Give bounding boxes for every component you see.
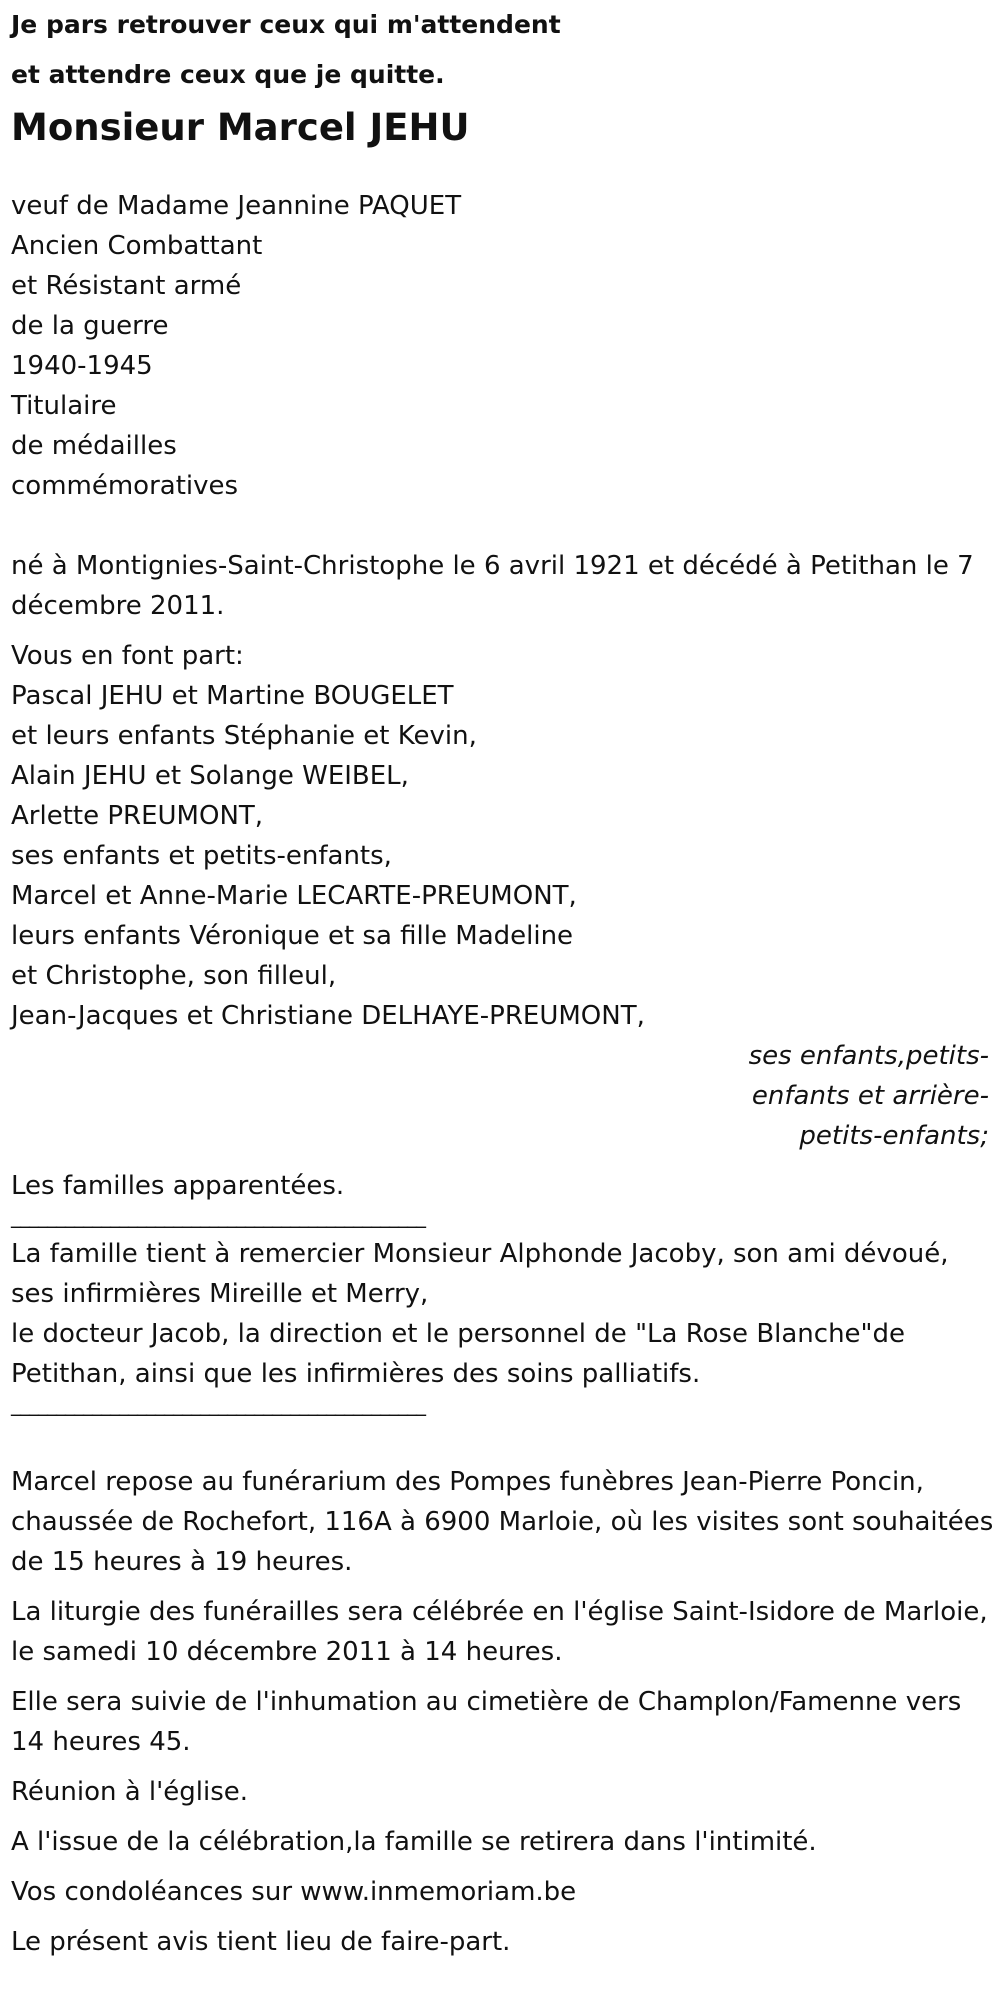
deceased-name: Monsieur Marcel JEHU (11, 106, 470, 149)
title-line: et Résistant armé (11, 271, 242, 301)
family-line: Marcel et Anne-Marie LECARTE-PREUMONT, (11, 881, 577, 911)
family-line: Arlette PREUMONT, (11, 801, 264, 831)
arrangement-paragraph: A l'issue de la célébration,la famille se retirera dans l'intimité. (11, 1827, 817, 1857)
arrangement-paragraph: Vos condoléances sur www.inmemoriam.be (11, 1877, 577, 1907)
title-line: 1940-1945 (11, 351, 153, 381)
family-line: Pascal JEHU et Martine BOUGELET (11, 681, 454, 711)
family-line: leurs enfants Véronique et sa fille Madeline (11, 921, 574, 951)
family-line: ses enfants et petits-enfants, (11, 841, 392, 871)
thanks-line: le docteur Jacob, la direction et le personnel de "La Rose Blanche"de Petithan, ainsi que les infirmières des soins palliatifs. (11, 1319, 906, 1389)
family-closing-line: ses enfants,petits- (748, 1041, 989, 1071)
family-block (11, 636, 996, 1036)
related-families: Les familles apparentées. (11, 1171, 345, 1201)
thanks-line: La famille tient à remercier Monsieur Alphonde Jacoby, son ami dévoué, (11, 1239, 949, 1269)
family-closing-line: enfants et arrière- (751, 1081, 989, 1111)
separator: ______________________________________________ (11, 1392, 425, 1416)
family-line: et leurs enfants Stéphanie et Kevin, (11, 721, 477, 751)
arrangement-paragraph: Marcel repose au funérarium des Pompes funèbres Jean-Pierre Poncin, chaussée de Rochefort, 116A à 6900 Marloie, où les visites sont souhaitées de 15 heures à 19 heures. (11, 1467, 994, 1577)
arrangements-block (11, 1462, 996, 1962)
arrangement-paragraph: Elle sera suivie de l'inhumation au cimetière de Champlon/Famenne vers 14 heures 45. (11, 1687, 962, 1757)
arrangement-paragraph: La liturgie des funérailles sera célébrée en l'église Saint-Isidore de Marloie, le samedi 10 décembre 2011 à 14 heures. (11, 1597, 988, 1667)
epigraph-line: et attendre ceux que je quitte. (11, 60, 445, 89)
birth-death: né à Montignies-Saint-Christophe le 6 avril 1921 et décédé à Petithan le 7 décembre 2011. (11, 551, 974, 621)
family-line: Alain JEHU et Solange WEIBEL, (11, 761, 409, 791)
separator: ______________________________________________ (11, 1204, 425, 1228)
titles-block (11, 186, 996, 506)
title-line: Titulaire (11, 391, 117, 421)
family-closing (1, 1036, 989, 1156)
arrangement-paragraph: Le présent avis tient lieu de faire-part. (11, 1927, 511, 1957)
family-intro: Vous en font part: (11, 641, 244, 671)
arrangement-paragraph: Réunion à l'église. (11, 1777, 249, 1807)
thanks-block (11, 1234, 996, 1394)
family-line: Jean-Jacques et Christiane DELHAYE-PREUMONT, (11, 1001, 645, 1031)
epigraph-line: Je pars retrouver ceux qui m'attendent (11, 10, 561, 39)
title-line: veuf de Madame Jeannine PAQUET (11, 191, 462, 221)
epigraph (11, 0, 996, 100)
title-line: commémoratives (11, 471, 239, 501)
family-line: et Christophe, son filleul, (11, 961, 337, 991)
title-line: de la guerre (11, 311, 169, 341)
title-line: de médailles (11, 431, 177, 461)
family-closing-line: petits-enfants; (799, 1121, 989, 1151)
thanks-line: ses infirmières Mireille et Merry, (11, 1279, 429, 1309)
obituary-notice (11, 0, 996, 1972)
title-line: Ancien Combattant (11, 231, 263, 261)
